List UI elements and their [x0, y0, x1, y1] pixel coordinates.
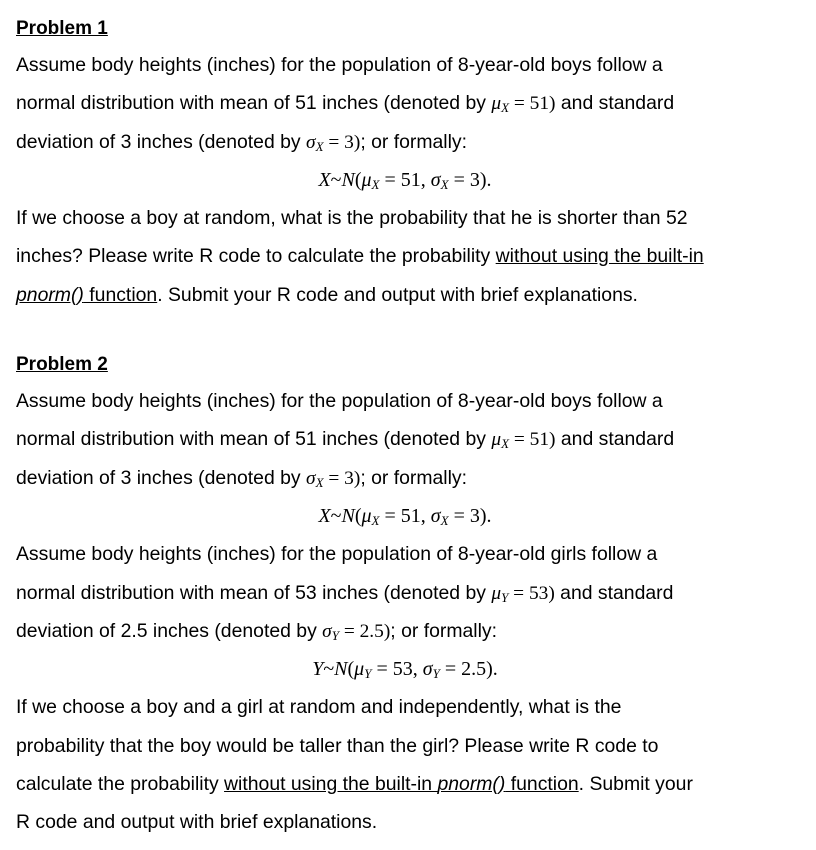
- underlined-phrase: function: [505, 773, 579, 796]
- formula-variable: X: [318, 168, 331, 191]
- problem-2-line-2-tail: and standard: [555, 428, 675, 451]
- pnorm-function-name: pnorm(): [437, 773, 506, 796]
- formula-paren: (: [354, 504, 362, 527]
- math-value: = 53,: [371, 658, 423, 681]
- problem-2-line-5: Assume body heights (inches) for the population of 8-year-old girls follow a: [16, 543, 658, 566]
- problem-2-line-6-text: normal distribution with mean of 53 inches (denoted by: [16, 581, 492, 604]
- subscript: X: [315, 138, 324, 154]
- problem-2-formula-boys: [16, 497, 808, 535]
- formula-normal: N: [334, 658, 348, 681]
- formula-tilde: ~: [330, 168, 342, 191]
- underlined-phrase: without using the built-in: [224, 773, 438, 796]
- formula-normal: N: [341, 504, 355, 527]
- subscript: X: [501, 436, 510, 452]
- sigma-symbol: σ: [430, 504, 441, 527]
- problem-1-heading: Problem 1: [16, 18, 108, 39]
- math-value: = 3).: [448, 168, 492, 191]
- formula-paren: (: [347, 658, 355, 681]
- math-value: = 2.5): [338, 620, 391, 642]
- mu-symbol: μ: [491, 93, 502, 115]
- math-value: = 51): [509, 429, 556, 451]
- math-value: = 3): [323, 467, 361, 489]
- formula-normal: N: [341, 168, 355, 191]
- problem-2-line-11: [16, 765, 808, 803]
- mu-symbol: μ: [354, 658, 365, 681]
- subscript: X: [440, 176, 449, 192]
- problem-2-line-2: [16, 420, 808, 458]
- problem-2-line-3: [16, 459, 808, 497]
- problem-1-line-7: [16, 276, 808, 314]
- problem-2-line-7: [16, 612, 808, 650]
- formula-variable: X: [318, 504, 331, 527]
- mu-symbol: μ: [491, 429, 502, 451]
- document-page: [16, 12, 808, 842]
- problem-1-line-2-text: normal distribution with mean of 51 inches (denoted by: [16, 92, 492, 115]
- subscript: X: [501, 100, 510, 116]
- problem-1-line-2-tail: and standard: [555, 92, 675, 115]
- problem-2-line-6-tail: and standard: [554, 581, 674, 604]
- subscript: Y: [331, 627, 339, 643]
- problem-1-line-3-tail: ; or formally:: [360, 130, 467, 153]
- formula-variable: Y: [312, 658, 324, 681]
- subscript: X: [315, 474, 324, 490]
- math-value: = 3): [323, 131, 361, 153]
- problem-1-line-1: Assume body heights (inches) for the population of 8-year-old boys follow a: [16, 54, 663, 76]
- problem-1-line-3-text: deviation of 3 inches (denoted by: [16, 130, 306, 153]
- underlined-phrase: function: [83, 283, 158, 306]
- problem-2-heading: Problem 2: [16, 354, 108, 376]
- subscript: Y: [432, 666, 440, 682]
- underlined-phrase: without using the built-in: [495, 245, 704, 268]
- problem-2-line-12: R code and output with brief explanations.: [16, 811, 378, 834]
- formula-tilde: ~: [323, 658, 335, 681]
- subscript: X: [440, 512, 449, 528]
- problem-2-line-11-text: calculate the probability: [16, 773, 225, 796]
- problem-2-line-7-tail: ; or formally:: [390, 619, 497, 642]
- problem-2-line-10: probability that the boy would be taller than the girl? Please write R code to: [16, 734, 659, 757]
- problem-2-formula-girls: [16, 650, 808, 688]
- pnorm-function-name: pnorm(): [16, 283, 84, 306]
- problem-1-line-6-text: inches? Please write R code to calculate the probability: [16, 245, 496, 268]
- sigma-symbol: σ: [305, 131, 316, 153]
- problem-1-formula: [16, 161, 808, 199]
- mu-symbol: μ: [491, 582, 502, 604]
- subscript: X: [371, 512, 380, 528]
- math-value: = 51,: [379, 168, 431, 191]
- problem-2-line-6: [16, 574, 808, 612]
- math-value: = 3).: [448, 504, 492, 527]
- problem-2-line-7-text: deviation of 2.5 inches (denoted by: [16, 619, 323, 642]
- mu-symbol: μ: [361, 168, 372, 191]
- problem-1-line-2: [16, 84, 808, 122]
- problem-2-line-3-tail: ; or formally:: [360, 466, 467, 489]
- sigma-symbol: σ: [430, 168, 441, 191]
- math-value: = 2.5).: [439, 658, 498, 681]
- section-spacer: [16, 314, 808, 348]
- mu-symbol: μ: [361, 504, 372, 527]
- problem-2-line-3-text: deviation of 3 inches (denoted by: [16, 466, 306, 489]
- subscript: Y: [364, 666, 372, 682]
- sigma-symbol: σ: [305, 467, 316, 489]
- sigma-symbol: σ: [422, 658, 433, 681]
- math-value: = 51,: [379, 504, 431, 527]
- problem-2-line-11-tail: . Submit your: [578, 773, 693, 796]
- problem-1-line-5: If we choose a boy at random, what is the probability that he is shorter than 52: [16, 207, 688, 230]
- formula-paren: (: [354, 168, 362, 191]
- subscript: X: [371, 176, 380, 192]
- sigma-symbol: σ: [322, 620, 332, 642]
- subscript: Y: [501, 589, 509, 605]
- problem-2-line-2-text: normal distribution with mean of 51 inches (denoted by: [16, 428, 492, 451]
- problem-1-line-6: [16, 237, 808, 275]
- math-value: = 53): [508, 582, 555, 604]
- problem-2-line-1: Assume body heights (inches) for the population of 8-year-old boys follow a: [16, 390, 663, 413]
- math-value: = 51): [509, 93, 556, 115]
- problem-1-line-7-tail: . Submit your R code and output with brief explanations.: [157, 283, 638, 306]
- problem-2-line-9: If we choose a boy and a girl at random and independently, what is the: [16, 696, 622, 719]
- formula-tilde: ~: [330, 504, 342, 527]
- problem-1-line-3: [16, 123, 808, 161]
